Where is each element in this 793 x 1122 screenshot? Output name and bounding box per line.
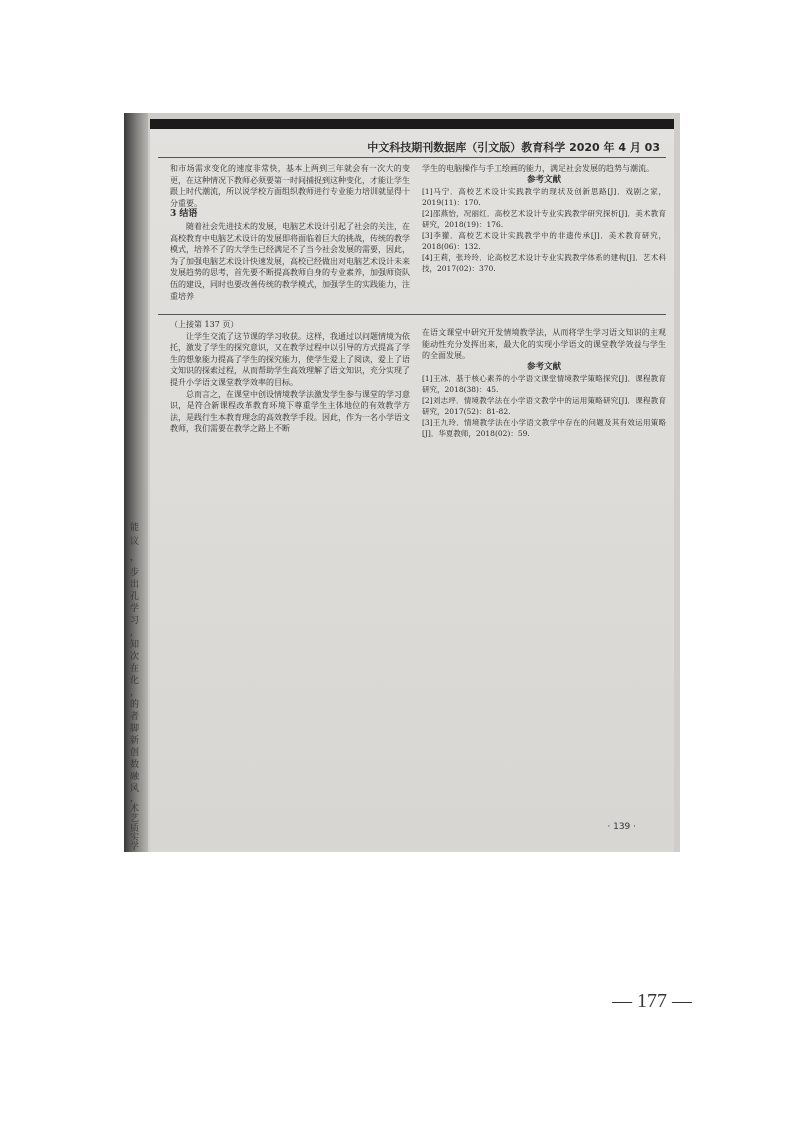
references-title: 参考文献	[526, 174, 561, 185]
side-fragment: 在	[130, 664, 140, 674]
body-paragraph: 和市场需求变化的速度非常快，基本上两到三年就会有一次大的变更，在这种情况下教师必须要第一时间捕捉到这种变化，才能让学生跟上时代潮流，所以说学校方面组织教师进行专业能力培训就显得十分重要。	[170, 164, 410, 208]
body-paragraph: 随着社会先进技术的发展，电脑艺术设计引起了社会的关注，在高校教育中电脑艺术设计的发展即将面临着巨大的挑战，传统的教学模式，培养不了的大学生已经满足不了当今社会发展的需要，因此，为了加强电脑艺术设计快速发展，高校已经做出对电脑艺术设计未来发展趋势的思考，首先要不断提高教师自身的专业素养，加强师资队伍的建设，同时也要改善传统的教学模式，加强学生的实践能力，注重培养	[170, 221, 410, 301]
side-fragment: 创	[130, 748, 140, 758]
side-fragment: ，	[130, 794, 140, 804]
body-paragraph: 让学生交流了这节课的学习收获。这样，我通过以问题情境为依托，激发了学生的探究意识，又在教学过程中以引导的方式提高了学生的想象能力提高了学生的探究能力，使学生爱上了阅读，爱上了语文知识的探索过程，从而帮助学生高效理解了语文知识，充分实现了提升小学语文课堂教学效率的目标。	[170, 331, 410, 387]
side-fragment: 实	[130, 833, 140, 843]
reference-item: [2]刘志坪．情境教学法在小学语文教学中的运用策略研究[J]．课程教育研究，2017(52)：81-82.	[422, 396, 666, 417]
side-fragment: ，	[130, 688, 140, 698]
references-title: 参考文献	[526, 361, 561, 372]
side-fragment: 新	[130, 736, 140, 746]
reference-item: [3]王九玲．情境教学法在小学语文教学中存在的问题及其有效运用策略[J]．华夏教师，2018(02)：59.	[422, 418, 666, 439]
reference-item: [3]李獾．高校艺术设计实践教学中的非遗传承[J]．美术教育研究，2018(06)：132.	[422, 231, 666, 252]
upper-right-column	[422, 163, 666, 274]
side-fragment: 次	[130, 652, 140, 662]
section-divider	[158, 314, 666, 315]
reference-item: [4]王莉，张玲玲．论高校艺术设计专业实践教学体系的建构[J]．艺术科技，2017(02)：370.	[422, 253, 666, 274]
reference-item: [2]邵燕怡，况丽红．高校艺术设计专业实践教学研究探析[J]．美术教育研究，2018(19)：176.	[422, 209, 666, 230]
continued-note: （上接第 137 页）	[170, 320, 239, 329]
body-paragraph: 在语文课堂中研究开发情境教学法，从而将学生学习语文知识的主观能动性充分发挥出来，最大化的实现小学语文的课堂教学效益与学生的全面发展。	[422, 328, 666, 361]
side-fragment: 出	[130, 580, 140, 590]
body-paragraph: 总而言之，在课堂中创设情境教学法激发学生参与课堂的学习意识，是符合新课程改革教育环境下尊重学生主体地位的有效教学方法，是践行生本教育理念的高效教学手段。因此，作为一名小学语文教师，我们需要在教学之路上不断	[170, 389, 410, 434]
lower-left-column	[170, 319, 410, 435]
side-fragment: 议	[130, 537, 140, 547]
side-fragment: 知	[130, 640, 140, 650]
side-fragment: 数	[130, 760, 140, 770]
side-fragment: 者	[130, 712, 140, 722]
lower-right-column	[422, 327, 666, 439]
reference-item: [1]王冰．基于核心素养的小学语文课堂情境教学策略探究[J]．课程教育研究，2018(38)：45.	[422, 374, 666, 395]
side-fragment: 术	[130, 804, 140, 814]
journal-page-number: · 139 ·	[607, 822, 636, 832]
side-fragment: 学	[130, 604, 140, 614]
side-fragment: 能	[130, 523, 140, 533]
side-fragment: ，	[130, 628, 140, 638]
reference-item: [1]马宁．高校艺术设计实践教学的现状及创新思路[J]．戏剧之家，2019(11)：170.	[422, 187, 666, 208]
side-fragment: 脚	[130, 724, 140, 734]
side-fragment: ，	[130, 553, 140, 563]
section-heading: 3 结语	[170, 209, 198, 220]
adjacent-page-edge	[124, 113, 148, 852]
header-rule	[158, 157, 666, 158]
journal-header: 中文科技期刊数据库（引文版）教育科学 2020 年 4 月 03	[367, 141, 660, 154]
side-fragment: 融	[130, 772, 140, 782]
page-photo	[124, 113, 680, 852]
side-fragment: 步	[130, 568, 140, 578]
page-top-shadow	[150, 119, 674, 129]
side-fragment: 质	[130, 824, 140, 834]
side-fragment: 艺	[130, 814, 140, 824]
upper-left-column	[170, 163, 410, 302]
body-paragraph: 学生的电脑操作与手工绘画的能力，满足社会发展的趋势与潮流。	[422, 164, 654, 173]
sheet-page-number: — 177 —	[612, 990, 692, 1012]
side-fragment: 风	[130, 784, 140, 794]
side-fragment: 学	[130, 842, 140, 852]
journal-page	[150, 119, 674, 852]
side-fragment: 孔	[130, 592, 140, 602]
side-fragment: 习	[130, 616, 140, 626]
side-fragment: 的	[130, 700, 140, 710]
side-fragment: 化	[130, 676, 140, 686]
